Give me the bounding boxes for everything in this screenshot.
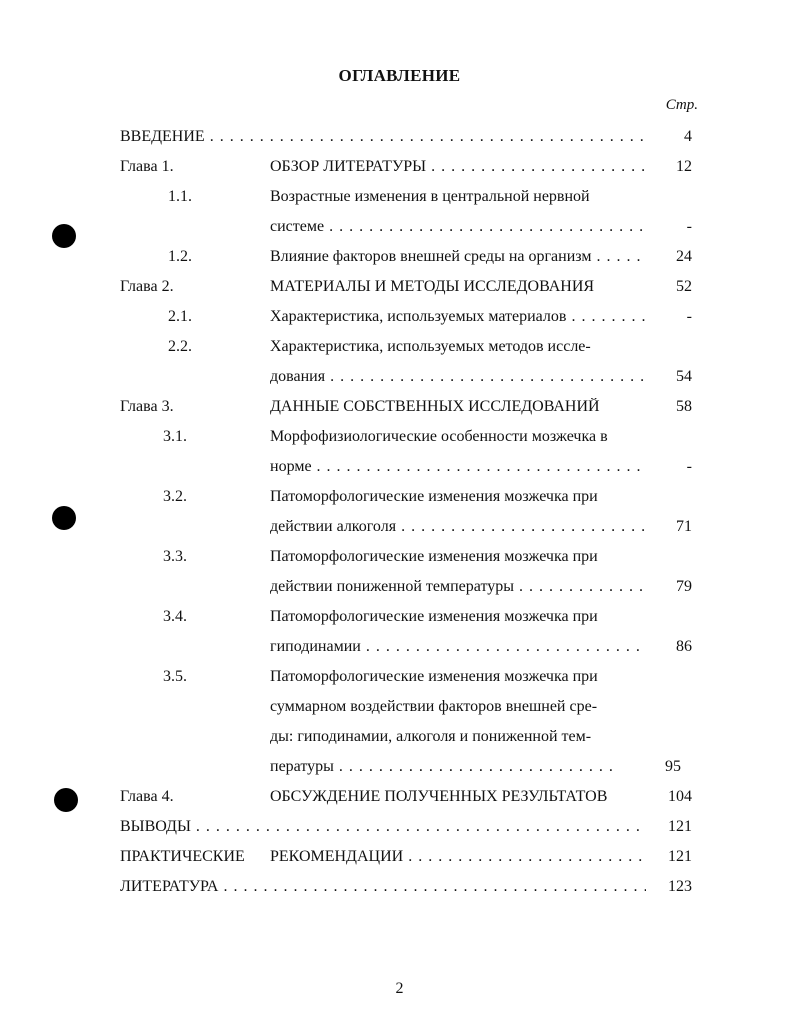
entry-page: 4 (684, 128, 692, 145)
entry-page: 123 (668, 878, 692, 895)
chapter-label: Глава 3. (120, 398, 174, 415)
section-label: 3.3. (163, 548, 187, 565)
entry-title: Характеристика, используемых материалов . . . (270, 308, 646, 326)
entry-title-line-1 (270, 188, 646, 206)
entry-page: - (686, 218, 692, 235)
toc-entry-3-4-cont (0, 635, 799, 665)
entry-title: ДАННЫЕ СОБСТВЕННЫХ ИССЛЕДОВАНИЙ (270, 398, 600, 415)
entry-page: - (686, 308, 692, 325)
entry-text: Возрастные изменения в центральной нервной (270, 188, 590, 205)
toc-entry-2-2 (0, 335, 799, 365)
toc-entry-3-5-line2 (0, 695, 799, 725)
punch-hole (52, 224, 76, 248)
entry-title: Влияние факторов внешней среды на организм . . . (270, 248, 646, 266)
entry-title: МАТЕРИАЛЫ И МЕТОДЫ ИССЛЕДОВАНИЯ (270, 278, 595, 295)
section-label: 3.1. (163, 428, 187, 445)
entry-title-line-2: действии алкоголя . . . (270, 518, 646, 536)
entry-page: 79 (676, 578, 692, 595)
page-number: 2 (395, 980, 404, 997)
toc-entry-3-3-cont (0, 575, 799, 605)
entry-title-line-1: Характеристика, используемых методов иссле- (270, 338, 591, 355)
section-label: 3.5. (163, 668, 187, 685)
entry-label: ВЫВОДЫ . . . (120, 818, 646, 836)
entry-page: 52 (676, 278, 692, 295)
toc-entry-3-1-cont (0, 455, 799, 485)
toc-entry-chapter-3 (0, 395, 799, 425)
toc-entry-2-1 (0, 305, 799, 335)
toc-entry-3-4 (0, 605, 799, 635)
entry-title-line-1: Морфофизиологические особенности мозжечка в (270, 428, 608, 445)
entry-title-line-1: Патоморфологические изменения мозжечка при (270, 548, 598, 565)
entry-title-line-3: ды: гиподинамии, алкоголя и пониженной тем- (270, 728, 592, 745)
entry-page: 12 (676, 158, 692, 175)
entry-page: - (686, 458, 692, 475)
entry-page: 104 (668, 788, 692, 805)
entry-title-line-2: действии пониженной температуры . . . (270, 578, 646, 596)
entry-page: 121 (668, 818, 692, 835)
entry-page: 24 (676, 248, 692, 265)
chapter-label: Глава 1. (120, 158, 174, 175)
toc-entry-chapter-1 (0, 155, 799, 185)
chapter-label: Глава 2. (120, 278, 174, 295)
section-label: 1.1. (168, 188, 192, 205)
entry-title-line-2: норме . . . (270, 458, 646, 476)
toc-entry-chapter-2 (0, 275, 799, 305)
toc-entry-3-3 (0, 545, 799, 575)
toc-entry-1-1-cont (0, 215, 799, 245)
entry-page: 71 (676, 518, 692, 535)
toc-entry-3-5-line4 (0, 755, 799, 785)
toc-entry-chapter-4 (0, 785, 799, 815)
entry-title-line-2: суммарном воздействии факторов внешней сре- (270, 698, 598, 715)
entry-title: ОБЗОР ЛИТЕРАТУРЫ . . . (270, 158, 646, 176)
toc-entry-2-2-cont (0, 365, 799, 395)
entry-label: ЛИТЕРАТУРА . . . (120, 878, 646, 896)
punch-hole (54, 788, 78, 812)
entry-label: ВВЕДЕНИЕ . . . (120, 128, 646, 146)
entry-title-line-2: системе . . . (270, 218, 646, 236)
entry-title-line-1: Патоморфологические изменения мозжечка при (270, 488, 598, 505)
entry-page: 58 (676, 398, 692, 415)
entry-title: ОБСУЖДЕНИЕ ПОЛУЧЕННЫХ РЕЗУЛЬТАТОВ (270, 788, 608, 805)
entry-title-line-1: Патоморфологические изменения мозжечка при (270, 668, 598, 685)
punch-hole (52, 506, 76, 530)
entry-label: ПРАКТИЧЕСКИЕ (120, 848, 245, 865)
chapter-label: Глава 4. (120, 788, 174, 805)
toc-entry-conclusions (0, 815, 799, 845)
section-label: 2.2. (168, 338, 192, 355)
entry-title-line-2: гиподинамии . . . (270, 638, 646, 656)
page-title: ОГЛАВЛЕНИЕ (338, 66, 461, 85)
toc-entry-1-1 (0, 185, 799, 215)
toc-entry-introduction (0, 125, 799, 155)
section-label: 2.1. (168, 308, 192, 325)
toc-entry-3-5-line3 (0, 725, 799, 755)
toc-entry-3-2 (0, 485, 799, 515)
entry-title-line-1: Патоморфологические изменения мозжечка при (270, 608, 598, 625)
entry-page: 95 (665, 758, 681, 775)
toc-entry-1-2 (0, 245, 799, 275)
entry-page: 121 (668, 848, 692, 865)
section-label: 3.2. (163, 488, 187, 505)
toc-entry-recommendations (0, 845, 799, 875)
entry-page: 54 (676, 368, 692, 385)
entry-title-line-2: дования . . . (270, 368, 646, 386)
entry-title-line-4: пературы . . . (270, 758, 615, 776)
toc-entry-3-5 (0, 665, 799, 695)
entry-title: РЕКОМЕНДАЦИИ . . . (270, 848, 646, 866)
toc-entry-3-1 (0, 425, 799, 455)
page-column-label: Стр. (665, 97, 698, 113)
entry-page: 86 (676, 638, 692, 655)
section-label: 3.4. (163, 608, 187, 625)
toc-entry-literature (0, 875, 799, 905)
section-label: 1.2. (168, 248, 192, 265)
toc-entry-3-2-cont (0, 515, 799, 545)
